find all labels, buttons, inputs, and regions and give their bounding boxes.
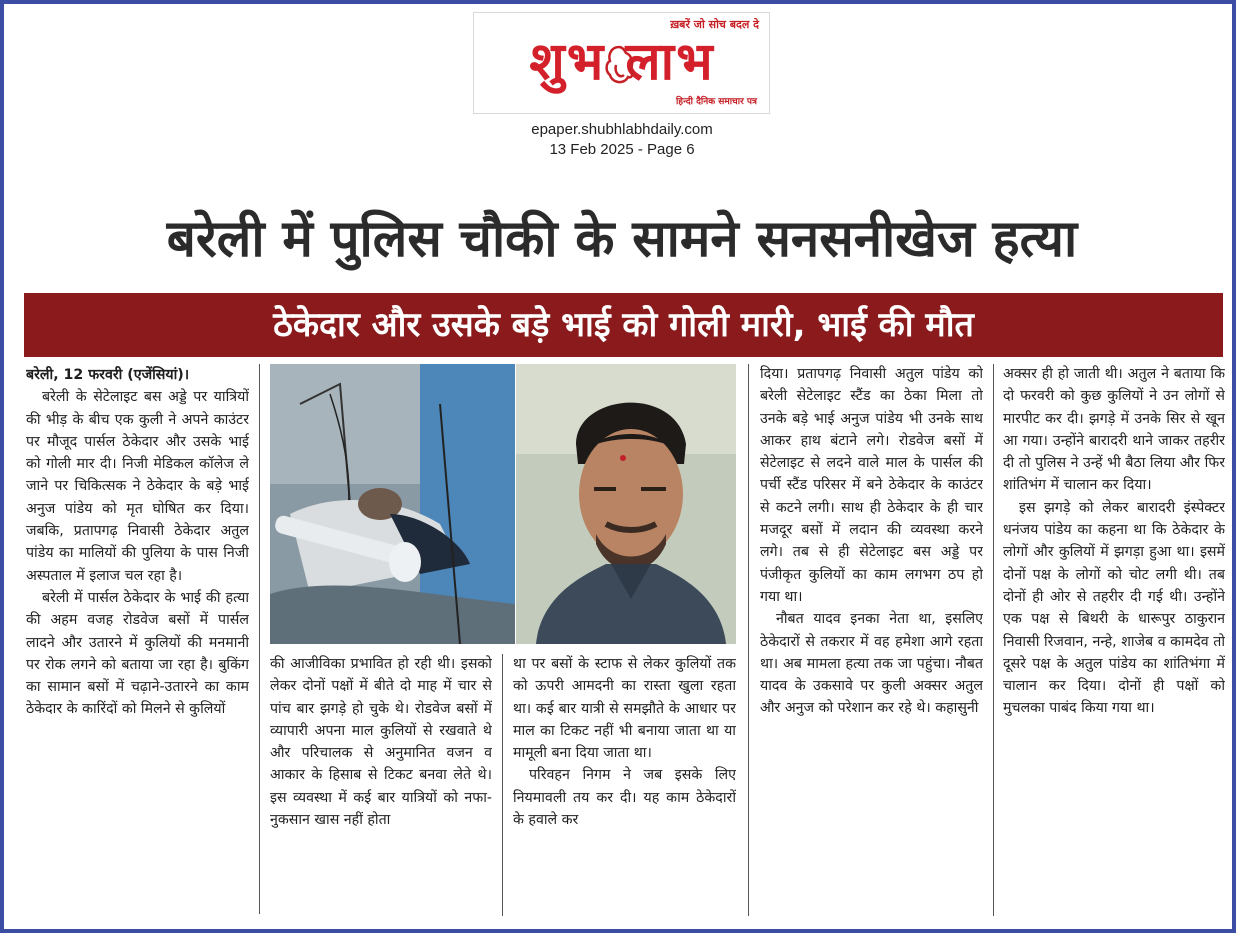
column-divider (502, 654, 503, 916)
logo-text: शुभ लाभ (529, 31, 715, 92)
article-column-4 (760, 363, 983, 919)
column-divider (993, 364, 994, 916)
article-column-3 (513, 653, 736, 918)
paragraph: नौबत यादव इनका नेता था, इसलिए ठेकेदारों से तकरार में वह हमेशा आगे रहता था। अब मामला हत्या तक जा पहुंचा। नौबत यादव के उकसावे पर कुली अक्सर अतुल और अनुज को परेशान कर रहे थे। कहासुनी (760, 611, 983, 717)
paragraph: दिया। प्रतापगढ़ निवासी अतुल पांडेय को बरेली सेटेलाइट स्टैंड का ठेका मिला तो उनके बड़े भाई अनुज पांडेय भी उनके साथ आकर हाथ बंटाने लगे। रोडवेज बसों में सेटेलाइट से लदने वाले माल के पार्सल की पर्ची स्टैंड परिसर में बने ठेकेदार के काउंटर से कटने लगी। साथ ही ठेकेदार के ही चार मजदूर बसों में लदान की व्यवस्था करने लगे। तब से ही सेटेलाइट बस अड्डे पर पंजीकृत कुलियों का काम लगभग ठप हो गया था। (760, 366, 983, 605)
article-column-1 (26, 364, 249, 916)
paragraph: की आजीविका प्रभावित हो रही थी। इसको लेकर दोनों पक्षों में बीते दो माह में चार से पांच बार झगड़े हो चुके थे। रोडवेज बसों में व्यापारी अपना माल कुलियों से रखवाते थे और परिचालक से अनुमानित वजन व आकार के हिसाब से टिकट बनवा लेते थे। इस व्यवस्था में कई बार यात्रियों को नफा-नुकसान खास नहीं होता (270, 656, 492, 829)
column-divider (748, 364, 749, 916)
column-divider (259, 364, 260, 914)
article-column-2 (270, 653, 492, 918)
paragraph: इस झगड़े को लेकर बारादरी इंस्पेक्टर धनंजय पांडेय का कहना था कि ठेकेदार के लोगों और कुलियों में झगड़ा हुआ था। इसमें दोनों पक्ष के लोगों को चोट लगी थी। तब दोनों ही ओर से तहरीर दी गई थी। उन्होंने एक पक्ष से बिथरी के धारूपुर ठाकुरान निवासी रिजवान, नन्हे, शाजेब व कामदेव तो दूसरे पक्ष के अतुल पांडेय का शांतिभंगा में चालान कर दिया। दोनों ही पक्षों को मुचलका पाबंद किया गया था। (1003, 499, 1225, 717)
article-column-5 (1003, 363, 1225, 919)
paragraph: परिवहन निगम ने जब इसके लिए नियमावली तय कर दी। यह काम ठेकेदारों के हवाले कर (513, 767, 736, 829)
epaper-url: epaper.shubhlabhdaily.com (531, 121, 713, 138)
dateline: बरेली, 12 फरवरी (एजेंसियां)। (26, 367, 190, 383)
subheadline: ठेकेदार और उसके बड़े भाई को गोली मारी, भाई की मौत (273, 305, 974, 345)
victim-portrait-image (516, 364, 736, 644)
paragraph: बरेली के सेटेलाइट बस अड्डे पर यात्रियों की भीड़ के बीच एक कुली ने अपने काउंटर पर मौजूद पार्सल ठेकेदार और उसके भाई को गोली मार दी। निजी मेडिकल कॉलेज ले जाने पर चिकित्सक ने ठेकेदार के बड़े भाई अनुज पांडेय को मृत घोषित कर दिया। जबकि, प्रतापगढ़ निवासी ठेकेदार अतुल पांडेय का मालियों की पुलिया के पास निजी अस्पताल में इलाज चल रहा है। (26, 389, 249, 584)
logo-tagline: ख़बरें जो सोच बदल दे (670, 18, 759, 31)
headline: बरेली में पुलिस चौकी के सामने सनसनीखेज हत्या (166, 210, 1078, 269)
victim-portrait-photo (516, 364, 736, 644)
paragraph: अक्सर ही हो जाती थी। अतुल ने बताया कि दो फरवरी को कुछ कुलियों ने उन लोगों से मारपीट कर दी। झगड़े में उनके सिर से खून आ गया। उन्होंने बारादरी थाने जाकर तहरीर दी तो पुलिस ने उन्हें भी बैठा लिया और फिर शांतिभंग में चालान कर दिया। (1003, 366, 1225, 494)
ganesh-icon (602, 43, 636, 89)
masthead-logo (473, 12, 770, 114)
subheadline-bar (24, 293, 1223, 357)
hospital-photo-image (270, 364, 515, 644)
hospital-photo (270, 364, 515, 644)
epaper-date: 13 Feb 2025 - Page 6 (549, 141, 695, 158)
paragraph: बरेली में पार्सल ठेकेदार के भाई की हत्या की अहम वजह रोडवेज बसों में पार्सल लादने और उतारने में कुलियों की मनमानी पर रोक लगने को बताया जा रहा है। बुकिंग का सामान बसों में चढ़ाने-उतारने का काम ठेकेदार के कारिंदों को मिलने से कुलियों (26, 589, 249, 718)
logo-subtitle: हिन्दी दैनिक समाचार पत्र (675, 97, 757, 107)
paragraph: था पर बसों के स्टाफ से लेकर कुलियों तक को ऊपरी आमदनी का रास्ता खुला रहता था। कई बार यात्री से समझौते के आधार पर माल का टिकट नहीं भी बनाया जाता था या मामूली बना दिया जाता था। (513, 656, 736, 762)
